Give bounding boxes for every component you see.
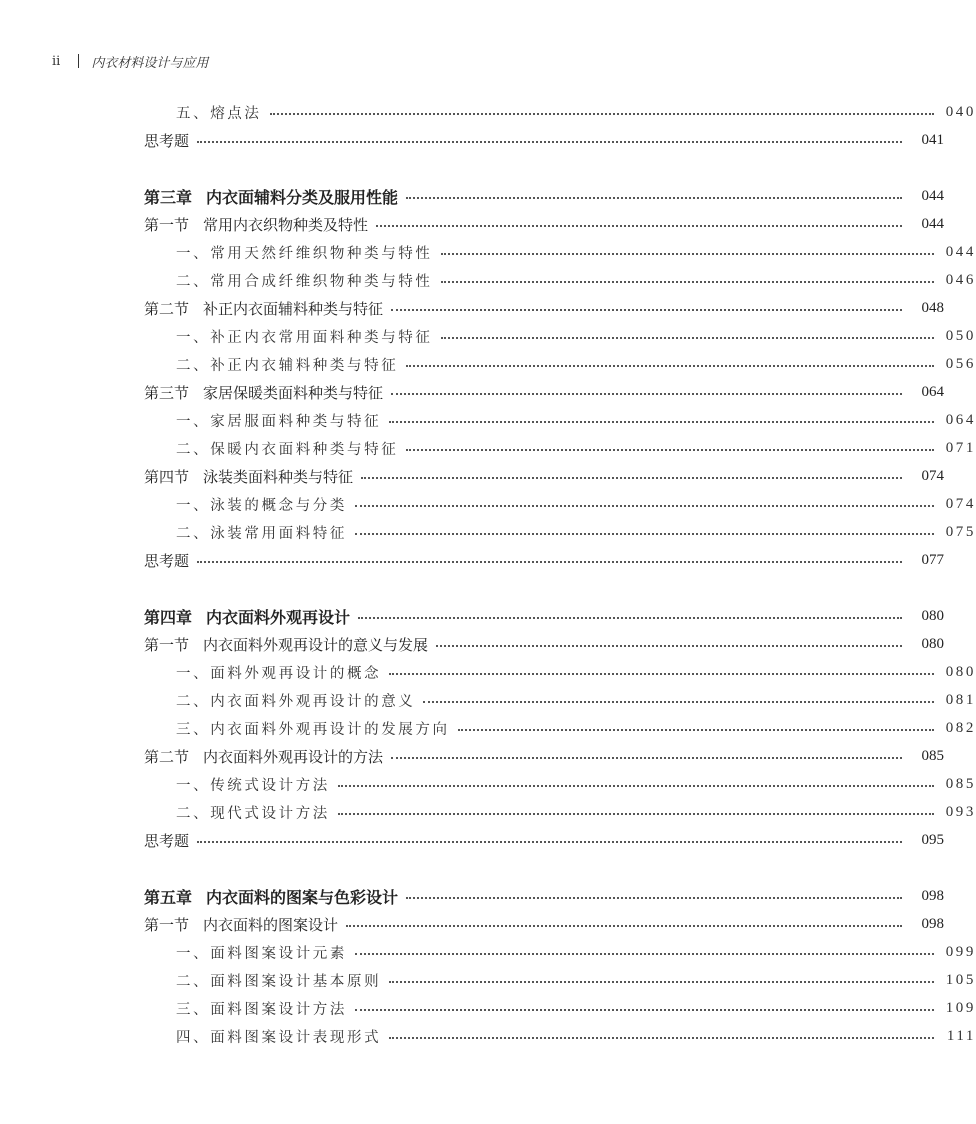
- node-number: 第四节: [144, 467, 190, 486]
- dot-leader: [197, 841, 902, 843]
- section-text: 补正内衣辅料种类与特征: [210, 357, 399, 374]
- dot-leader: [358, 617, 902, 619]
- dot-leader: [355, 953, 934, 955]
- section-text: 内衣面料外观再设计的意义: [210, 693, 416, 710]
- dot-leader: [389, 1037, 934, 1039]
- section-number: 一、: [176, 665, 211, 682]
- section-text: 常用天然纤维织物种类与特性: [210, 245, 433, 262]
- page-ref: 074: [921, 467, 944, 484]
- toc-entry: [0, 464, 944, 488]
- node-number: 第一节: [144, 915, 190, 934]
- node-text: 内衣面料外观再设计的意义与发展: [203, 635, 429, 654]
- dot-leader: [391, 393, 902, 395]
- review-questions: 思考题: [144, 131, 190, 150]
- dot-leader: [376, 225, 902, 227]
- chapter-number: 第四章: [144, 607, 193, 627]
- page-ref: 109: [945, 999, 976, 1016]
- node-text: 补正内衣面辅料种类与特征: [203, 299, 384, 318]
- dot-leader: [441, 253, 934, 255]
- chapter-title: [144, 605, 350, 628]
- toc-entry: [0, 548, 944, 572]
- toc-entry: [0, 436, 976, 460]
- page-ref: 064: [945, 411, 976, 428]
- dot-leader: [423, 701, 934, 703]
- section-title: [176, 802, 330, 823]
- section-text: 面料图案设计元素: [210, 945, 348, 962]
- dot-leader: [355, 1009, 934, 1011]
- section-title: [176, 690, 415, 711]
- node-title: [144, 382, 383, 403]
- toc-entry: [0, 352, 976, 376]
- section-title: [176, 270, 433, 291]
- dot-leader: [389, 673, 934, 675]
- section-number: 五、: [176, 105, 211, 122]
- page-ref: 074: [945, 495, 976, 512]
- page-ref: 075: [945, 523, 976, 540]
- toc-entry: [0, 912, 944, 936]
- dot-leader: [406, 449, 934, 451]
- section-number: 二、: [176, 357, 211, 374]
- toc-entry: [0, 268, 976, 292]
- toc-entry: [0, 632, 944, 656]
- section-text: 家居服面料种类与特征: [210, 413, 382, 430]
- toc-entry: [0, 800, 976, 824]
- section-title: [176, 662, 381, 683]
- section-number: 一、: [176, 497, 211, 514]
- book-title: 内衣材料设计与应用: [91, 55, 209, 71]
- toc-entry: [0, 408, 976, 432]
- node-number: 第一节: [144, 215, 190, 234]
- dot-leader: [441, 337, 934, 339]
- section-title: [176, 102, 262, 123]
- page-ref: 080: [945, 663, 976, 680]
- section-title: [176, 970, 381, 991]
- dot-leader: [389, 981, 934, 983]
- section-number: 一、: [176, 945, 211, 962]
- page-ref: 056: [945, 355, 976, 372]
- section-title: [176, 942, 347, 963]
- section-title: [176, 718, 450, 739]
- page-ref: 048: [921, 299, 944, 316]
- page-ref: 044: [945, 243, 976, 260]
- toc-entry: [0, 828, 944, 852]
- chapter-text: 内衣面料外观再设计: [206, 607, 351, 627]
- chapter-text: 内衣面辅料分类及服用性能: [206, 187, 399, 207]
- dot-leader: [441, 281, 934, 283]
- page-ref: 085: [921, 747, 944, 764]
- chapter-text: 内衣面料的图案与色彩设计: [206, 887, 399, 907]
- dot-leader: [406, 365, 934, 367]
- section-title: [176, 494, 347, 515]
- section-number: 二、: [176, 693, 211, 710]
- dot-leader: [355, 505, 934, 507]
- toc-entry: [0, 492, 976, 516]
- dot-leader: [338, 813, 934, 815]
- toc-entry: [0, 688, 976, 712]
- section-text: 泳装的概念与分类: [210, 497, 348, 514]
- dot-leader: [391, 309, 902, 311]
- toc-entry: [0, 128, 944, 152]
- dot-leader: [197, 141, 902, 143]
- toc-entry: [0, 968, 976, 992]
- running-header: [52, 50, 208, 72]
- node-title: [144, 634, 428, 655]
- header-divider: [78, 54, 79, 68]
- dot-leader: [361, 477, 902, 479]
- section-text: 保暖内衣面料种类与特征: [210, 441, 399, 458]
- toc-entry: [0, 716, 976, 740]
- dot-leader: [338, 785, 934, 787]
- page-ref: 099: [945, 943, 976, 960]
- page-ref: 093: [945, 803, 976, 820]
- section-number: 三、: [176, 1001, 211, 1018]
- dot-leader: [355, 533, 934, 535]
- section-text: 面料图案设计表现形式: [210, 1029, 382, 1046]
- node-number: 第三节: [144, 383, 190, 402]
- page-ref: 044: [921, 215, 944, 232]
- page-ref: 077: [921, 551, 944, 568]
- section-text: 常用合成纤维织物种类与特性: [210, 273, 433, 290]
- toc-entry: [0, 744, 944, 768]
- section-title: [176, 410, 381, 431]
- section-number: 二、: [176, 973, 211, 990]
- section-title: [176, 774, 330, 795]
- chapter-title: [144, 185, 398, 208]
- node-title: [144, 214, 368, 235]
- node-title: [144, 914, 338, 935]
- section-number: 一、: [176, 245, 211, 262]
- node-title: [144, 466, 353, 487]
- section-text: 内衣面料外观再设计的发展方向: [210, 721, 450, 738]
- toc-entry: [0, 240, 976, 264]
- section-title: [176, 998, 347, 1019]
- section-number: 二、: [176, 525, 211, 542]
- page-ref: 050: [945, 327, 976, 344]
- dot-leader: [436, 645, 902, 647]
- page-ref: 095: [921, 831, 944, 848]
- node-number: 第一节: [144, 635, 190, 654]
- section-title: [176, 1026, 381, 1047]
- section-number: 一、: [176, 777, 211, 794]
- toc-entry: [0, 296, 944, 320]
- chapter-title: [144, 885, 398, 908]
- node-number: 第二节: [144, 299, 190, 318]
- section-number: 三、: [176, 721, 211, 738]
- section-number: 二、: [176, 805, 211, 822]
- toc-entry: [0, 1024, 976, 1048]
- node-text: 内衣面料的图案设计: [203, 915, 339, 934]
- toc-entry: [0, 940, 976, 964]
- review-questions: 思考题: [144, 551, 190, 570]
- section-number: 二、: [176, 441, 211, 458]
- page-number: ii: [52, 53, 61, 69]
- section-title: [176, 354, 398, 375]
- section-number: 四、: [176, 1029, 211, 1046]
- section-text: 传统式设计方法: [210, 777, 330, 794]
- section-text: 面料图案设计基本原则: [210, 973, 382, 990]
- page-ref: 111: [946, 1027, 976, 1044]
- section-title: [176, 242, 433, 263]
- chapter-number: 第三章: [144, 187, 193, 207]
- node-title: [144, 298, 383, 319]
- section-title: [176, 522, 347, 543]
- node-text: 内衣面料外观再设计的方法: [203, 747, 384, 766]
- dot-leader: [406, 897, 902, 899]
- toc-entry: [0, 604, 944, 628]
- review-questions: 思考题: [144, 831, 190, 850]
- page-ref: 071: [945, 439, 976, 456]
- section-title: [176, 326, 433, 347]
- section-text: 面料图案设计方法: [210, 1001, 348, 1018]
- section-number: 一、: [176, 413, 211, 430]
- section-number: 二、: [176, 273, 211, 290]
- page-ref: 082: [945, 719, 976, 736]
- toc-entry: [0, 184, 944, 208]
- dot-leader: [391, 757, 902, 759]
- toc-entry: [0, 520, 976, 544]
- toc-entry: [0, 380, 944, 404]
- dot-leader: [458, 729, 934, 731]
- node-number: 第二节: [144, 747, 190, 766]
- page-ref: 085: [945, 775, 976, 792]
- toc-entry: [0, 884, 944, 908]
- section-text: 熔点法: [210, 105, 262, 122]
- dot-leader: [389, 421, 934, 423]
- section-text: 补正内衣常用面料种类与特征: [210, 329, 433, 346]
- page-ref: 098: [921, 887, 944, 904]
- dot-leader: [346, 925, 902, 927]
- page-ref: 041: [921, 131, 944, 148]
- page-ref: 046: [945, 271, 976, 288]
- page-ref: 044: [921, 187, 944, 204]
- dot-leader: [197, 561, 902, 563]
- page-ref: 081: [945, 691, 976, 708]
- dot-leader: [270, 113, 934, 115]
- page-ref: 098: [921, 915, 944, 932]
- toc-entry: [0, 100, 976, 124]
- toc-entry: [0, 996, 976, 1020]
- dot-leader: [406, 197, 902, 199]
- toc-entry: [0, 212, 944, 236]
- section-text: 面料外观再设计的概念: [210, 665, 382, 682]
- toc-entry: [0, 772, 976, 796]
- section-title: [176, 438, 398, 459]
- page-ref: 105: [945, 971, 976, 988]
- node-text: 家居保暖类面料种类与特征: [203, 383, 384, 402]
- section-text: 泳装常用面料特征: [210, 525, 348, 542]
- node-title: [144, 746, 383, 767]
- node-text: 常用内衣织物种类及特性: [203, 215, 369, 234]
- chapter-number: 第五章: [144, 887, 193, 907]
- toc-entry: [0, 324, 976, 348]
- node-text: 泳装类面料种类与特征: [203, 467, 354, 486]
- section-text: 现代式设计方法: [210, 805, 330, 822]
- page-ref: 064: [921, 383, 944, 400]
- section-number: 一、: [176, 329, 211, 346]
- page-ref: 080: [921, 607, 944, 624]
- toc-entry: [0, 660, 976, 684]
- page-ref: 040: [945, 103, 976, 120]
- page-ref: 080: [921, 635, 944, 652]
